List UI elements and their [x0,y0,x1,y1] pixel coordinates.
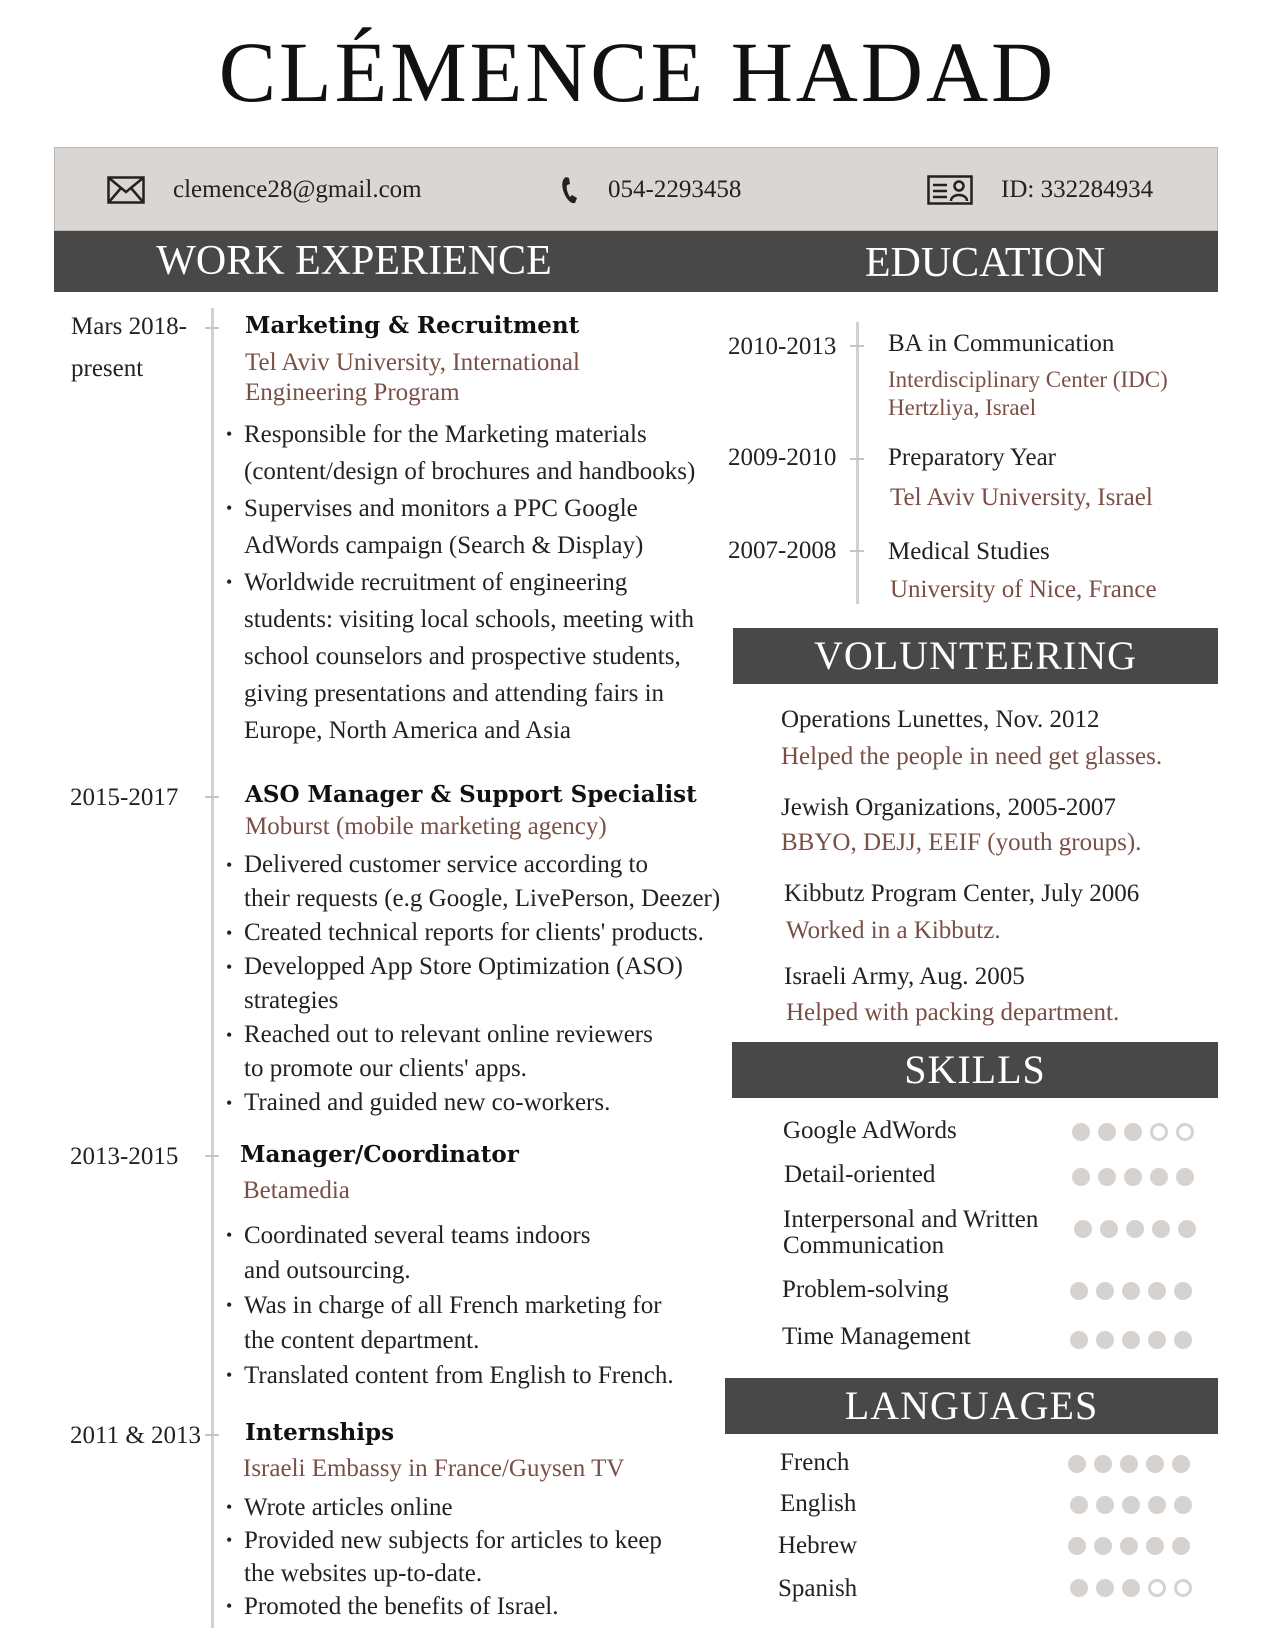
skill-rating [1070,1282,1192,1300]
bullet-item: • Promoted the benefits of Israel. [226,1590,662,1623]
language-name: Hebrew [778,1532,858,1559]
edu-date: 2007-2008 [728,537,837,564]
rating-dot-filled [1122,1496,1140,1514]
volunteer-desc: Helped with packing department. [786,999,1120,1026]
rating-dot-filled [1070,1496,1088,1514]
language-rating [1070,1579,1192,1597]
edu-title: Medical Studies [888,538,1050,565]
rating-dot-empty [1148,1579,1166,1597]
rating-dot-filled [1146,1537,1164,1555]
bullet-item: • Provided new subjects for articles to keep [226,1524,662,1557]
edu-date: 2010-2013 [728,333,837,360]
rating-dot-filled [1072,1123,1090,1141]
contact-bar [54,147,1218,231]
section-title-education: EDUCATION [864,240,1106,286]
email-text[interactable]: clemence28@gmail.com [173,176,422,203]
rating-dot-filled [1094,1537,1112,1555]
rating-dot-empty [1176,1123,1194,1141]
rating-dot-filled [1098,1168,1116,1186]
rating-dot-empty [1174,1579,1192,1597]
skill-rating [1072,1168,1194,1186]
section-title-languages: LANGUAGES [725,1378,1218,1434]
bullet-item: • Responsible for the Marketing materials [226,416,695,453]
bullet-item: • Coordinated several teams indoors [226,1218,674,1253]
rating-dot-filled [1124,1123,1142,1141]
rating-dot-filled [1152,1220,1170,1238]
skill-name: Detail-oriented [784,1161,936,1188]
job-org: Tel Aviv University, International Engineering Program [245,349,580,406]
rating-dot-filled [1070,1282,1088,1300]
rating-dot-empty [1150,1123,1168,1141]
timeline-tick [205,327,219,329]
section-title-work: WORK EXPERIENCE [156,238,552,284]
rating-dot-filled [1098,1123,1116,1141]
job-title: Manager/Coordinator [240,1141,519,1168]
bullet-item: • Was in charge of all French marketing for [226,1288,674,1323]
job-date: 2013-2015 [70,1143,179,1170]
timeline-tick [205,796,219,798]
timeline-tick [205,1434,219,1436]
rating-dot-filled [1120,1537,1138,1555]
rating-dot-filled [1174,1282,1192,1300]
edu-title: Preparatory Year [888,444,1057,471]
rating-dot-filled [1096,1331,1114,1349]
volunteer-title: Operations Lunettes, Nov. 2012 [781,706,1100,733]
rating-dot-filled [1070,1331,1088,1349]
bullet-item: • Developped App Store Optimization (ASO) [226,950,720,984]
job-bullets: • Delivered customer service according to their requests (e.g Google, LivePerson, Deezer) • Created technical reports for clients' products. • Developped App Store Optimization (ASO) strategies • Reached out to relevant online reviewers to promote our clients' apps. • Trained and guided new co-workers. [226,848,720,1120]
contact-id [927,148,1153,232]
skill-name: Time Management [782,1323,971,1350]
skill-rating [1074,1220,1196,1238]
education-timeline-line [856,322,859,604]
edu-org: Interdisciplinary Center (IDC) Hertzliya, Israel [888,367,1168,420]
language-rating [1070,1496,1192,1514]
job-title: Internships [245,1419,395,1446]
rating-dot-filled [1072,1168,1090,1186]
volunteer-desc: Worked in a Kibbutz. [786,917,1001,944]
section-title-volunteering: VOLUNTEERING [733,628,1218,684]
skill-name: Problem-solving [782,1276,949,1303]
rating-dot-filled [1068,1537,1086,1555]
language-name: English [780,1490,857,1517]
rating-dot-filled [1068,1455,1086,1473]
rating-dot-filled [1148,1496,1166,1514]
language-name: Spanish [778,1575,858,1602]
rating-dot-filled [1150,1168,1168,1186]
rating-dot-filled [1100,1220,1118,1238]
rating-dot-filled [1070,1579,1088,1597]
rating-dot-filled [1176,1168,1194,1186]
bullet-item: • Wrote articles online [226,1491,662,1524]
edu-org: University of Nice, France [890,576,1157,603]
rating-dot-filled [1096,1496,1114,1514]
bullet-item: • Supervises and monitors a PPC Google [226,490,695,527]
job-org: Betamedia [243,1177,350,1204]
volunteer-desc: BBYO, DEJJ, EEIF (youth groups). [781,829,1142,856]
rating-dot-filled [1094,1455,1112,1473]
id-text: ID: 332284934 [1001,176,1154,203]
timeline-tick [850,345,864,347]
edu-date: 2009-2010 [728,444,837,471]
rating-dot-filled [1122,1282,1140,1300]
rating-dot-filled [1124,1168,1142,1186]
job-org: Moburst (mobile marketing agency) [245,813,607,840]
timeline-tick [850,550,864,552]
job-title: ASO Manager & Support Specialist [245,781,697,808]
volunteer-desc: Helped the people in need get glasses. [781,743,1163,770]
job-date: 2011 & 2013 [70,1422,202,1449]
skill-name: Interpersonal and Written Communication [783,1206,1039,1259]
job-date: Mars 2018- present [71,313,187,382]
rating-dot-filled [1096,1579,1114,1597]
section-title-skills: SKILLS [732,1042,1218,1098]
contact-email [107,148,422,232]
phone-text[interactable]: 054-2293458 [608,176,742,203]
bullet-item: • Delivered customer service according to [226,848,720,882]
rating-dot-filled [1074,1220,1092,1238]
timeline-tick [205,1155,219,1157]
volunteer-title: Jewish Organizations, 2005-2007 [781,794,1116,821]
job-bullets: • Coordinated several teams indoors and outsourcing. • Was in charge of all French marketing for the content department. • Translated content from English to French. [226,1218,674,1393]
volunteer-title: Kibbutz Program Center, July 2006 [784,880,1140,907]
job-date: 2015-2017 [70,784,179,811]
job-org: Israeli Embassy in France/Guysen TV [243,1455,625,1482]
candidate-name: CLÉMENCE HADAD [218,24,1057,120]
rating-dot-filled [1122,1331,1140,1349]
rating-dot-filled [1148,1282,1166,1300]
rating-dot-filled [1096,1282,1114,1300]
contact-phone [560,148,741,232]
edu-title: BA in Communication [888,330,1115,357]
skill-name: Google AdWords [783,1117,957,1144]
language-rating [1068,1537,1190,1555]
rating-dot-filled [1174,1331,1192,1349]
bullet-item: • Created technical reports for clients' products. [226,916,720,950]
bullet-item: • Reached out to relevant online reviewers [226,1018,720,1052]
rating-dot-filled [1146,1455,1164,1473]
envelope-icon [107,176,145,204]
edu-org: Tel Aviv University, Israel [890,484,1153,511]
rating-dot-filled [1172,1455,1190,1473]
job-title: Marketing & Recruitment [245,312,580,339]
phone-icon [560,175,580,205]
bullet-item: • Translated content from English to French. [226,1358,674,1393]
timeline-tick [850,458,864,460]
skill-rating [1072,1123,1194,1141]
bullet-item: • Trained and guided new co-workers. [226,1086,720,1120]
language-name: French [780,1449,850,1476]
rating-dot-filled [1126,1220,1144,1238]
skill-rating [1070,1331,1192,1349]
rating-dot-filled [1172,1537,1190,1555]
rating-dot-filled [1178,1220,1196,1238]
rating-dot-filled [1148,1331,1166,1349]
rating-dot-filled [1174,1496,1192,1514]
job-bullets: • Responsible for the Marketing materials (content/design of brochures and handbooks) • Supervises and monitors a PPC Google AdWords campaign (Search & Display) • Worldwide recruitment of engineering students: visiting local schools, meeting with school counselors and prospective students, giving presentations and attending fairs in Europe, North America and Asia [226,416,695,749]
language-rating [1068,1455,1190,1473]
rating-dot-filled [1122,1579,1140,1597]
volunteer-title: Israeli Army, Aug. 2005 [784,963,1025,990]
bullet-item: • Worldwide recruitment of engineering [226,564,695,601]
rating-dot-filled [1120,1455,1138,1473]
work-timeline-line [211,308,214,1628]
job-bullets: • Wrote articles online • Provided new subjects for articles to keep the websites up-to-date. • Promoted the benefits of Israel. [226,1491,662,1623]
id-card-icon [927,175,973,205]
